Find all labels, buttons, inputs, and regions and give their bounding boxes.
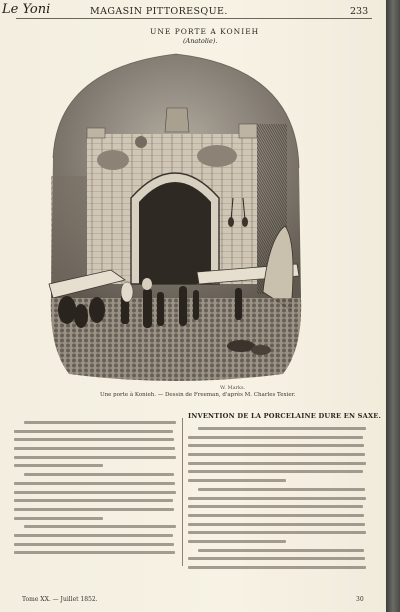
right-column-body-text xyxy=(188,424,368,574)
left-column-body-text xyxy=(14,418,178,563)
text-line xyxy=(188,520,368,529)
header-rule xyxy=(16,18,372,19)
text-line xyxy=(14,418,178,427)
text-line xyxy=(188,424,368,433)
text-line xyxy=(14,435,178,444)
text-line xyxy=(14,470,178,479)
text-line xyxy=(188,554,368,563)
illustration-caption: Une porte à Konieh. — Dessin de Freeman, d'après M. Charles Texier. xyxy=(100,392,296,398)
ownership-signature: Le Yoni xyxy=(2,2,51,17)
footer-signature-number: 30 xyxy=(356,596,364,603)
text-line xyxy=(188,537,368,546)
text-line xyxy=(14,461,178,470)
article-subtitle: (Anatolie). xyxy=(183,37,218,45)
gate-engraving xyxy=(47,48,305,384)
text-line xyxy=(188,441,368,450)
text-line xyxy=(188,494,368,503)
baskets xyxy=(227,340,255,352)
text-line xyxy=(188,546,368,555)
text-line xyxy=(188,528,368,537)
text-line xyxy=(14,488,178,497)
text-line xyxy=(188,433,368,442)
text-line xyxy=(188,476,368,485)
text-line xyxy=(14,427,178,436)
text-line xyxy=(14,479,178,488)
text-line xyxy=(188,511,368,520)
text-line xyxy=(188,563,368,572)
text-line xyxy=(188,450,368,459)
article-title: UNE PORTE A KONIEH xyxy=(150,27,260,36)
text-line xyxy=(14,514,178,523)
text-line xyxy=(14,505,178,514)
relief-left xyxy=(97,150,129,170)
text-line xyxy=(14,548,178,557)
text-line xyxy=(14,531,178,540)
page-number: 233 xyxy=(350,6,369,17)
text-line xyxy=(188,467,368,476)
engraver-signature: W. Marks. xyxy=(220,385,246,391)
book-edge xyxy=(386,0,400,612)
running-head: MAGASIN PITTORESQUE. xyxy=(90,6,228,17)
footer-volume-date: Tome XX. — Juillet 1852. xyxy=(22,596,98,603)
text-line xyxy=(14,540,178,549)
relief-right xyxy=(197,145,237,167)
second-article-title: INVENTION DE LA PORCELAINE DURE EN SAXE. xyxy=(188,412,381,420)
street-ground xyxy=(51,298,301,381)
text-line xyxy=(14,453,178,462)
text-line xyxy=(188,485,368,494)
text-line xyxy=(14,522,178,531)
text-line xyxy=(14,496,178,505)
text-line xyxy=(188,502,368,511)
column-rule xyxy=(182,418,183,566)
text-line xyxy=(14,444,178,453)
text-line xyxy=(188,459,368,468)
